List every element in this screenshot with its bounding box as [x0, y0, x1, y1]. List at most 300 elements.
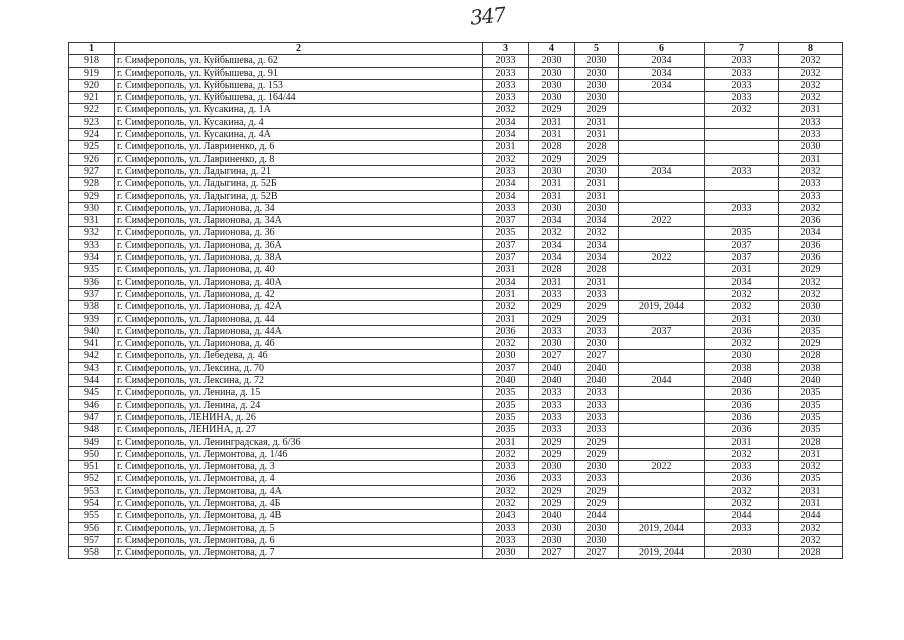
- year-col-7-cell: 2031: [705, 436, 779, 448]
- year-col-5-cell: 2029: [575, 448, 619, 460]
- table-row: [69, 264, 843, 276]
- table-row: [69, 510, 843, 522]
- table-row: [69, 387, 843, 399]
- address-cell: г. Симферополь, ул. Лермонтова, д. 6: [115, 534, 483, 546]
- year-col-5-cell: 2033: [575, 399, 619, 411]
- year-col-5-cell: 2030: [575, 522, 619, 534]
- year-col-4-cell: 2031: [529, 190, 575, 202]
- year-col-5-cell: 2030: [575, 534, 619, 546]
- year-col-5-cell: 2033: [575, 473, 619, 485]
- year-col-6-cell: [619, 534, 705, 546]
- year-col-8-cell: 2033: [779, 129, 843, 141]
- year-col-3-cell: 2035: [483, 411, 529, 423]
- col-header-7: 7: [705, 43, 779, 55]
- year-col-3-cell: 2033: [483, 55, 529, 67]
- year-col-6-cell: [619, 104, 705, 116]
- row-number-cell: 922: [69, 104, 115, 116]
- year-col-5-cell: 2033: [575, 424, 619, 436]
- col-header-1: 1: [69, 43, 115, 55]
- table-row: [69, 338, 843, 350]
- col-header-2: 2: [115, 43, 483, 55]
- year-col-4-cell: 2033: [529, 473, 575, 485]
- year-col-4-cell: 2030: [529, 522, 575, 534]
- row-number-cell: 953: [69, 485, 115, 497]
- year-col-8-cell: 2031: [779, 497, 843, 509]
- year-col-6-cell: 2019, 2044: [619, 301, 705, 313]
- year-col-8-cell: 2030: [779, 313, 843, 325]
- row-number-cell: 919: [69, 67, 115, 79]
- address-cell: г. Симферополь, ул. Лермонтова, д. 4А: [115, 485, 483, 497]
- table-row: [69, 473, 843, 485]
- address-cell: г. Симферополь, ул. Ладыгина, д. 21: [115, 165, 483, 177]
- year-col-7-cell: 2036: [705, 387, 779, 399]
- year-col-4-cell: 2030: [529, 92, 575, 104]
- year-col-5-cell: 2029: [575, 485, 619, 497]
- address-cell: г. Симферополь, ул. Ладыгина, д. 52Б: [115, 178, 483, 190]
- table-row: [69, 178, 843, 190]
- year-col-3-cell: 2032: [483, 497, 529, 509]
- address-cell: г. Симферополь, ул. Куйбышева, д. 62: [115, 55, 483, 67]
- year-col-3-cell: 2030: [483, 547, 529, 559]
- row-number-cell: 945: [69, 387, 115, 399]
- year-col-4-cell: 2030: [529, 55, 575, 67]
- year-col-5-cell: 2030: [575, 338, 619, 350]
- year-col-7-cell: 2032: [705, 485, 779, 497]
- year-col-6-cell: [619, 473, 705, 485]
- year-col-8-cell: 2035: [779, 424, 843, 436]
- year-col-6-cell: [619, 202, 705, 214]
- year-col-6-cell: 2044: [619, 375, 705, 387]
- table-row: [69, 239, 843, 251]
- year-col-8-cell: 2032: [779, 92, 843, 104]
- year-col-7-cell: 2036: [705, 325, 779, 337]
- row-number-cell: 927: [69, 165, 115, 177]
- year-col-6-cell: [619, 399, 705, 411]
- address-cell: г. Симферополь, ул. Кусакина, д. 4А: [115, 129, 483, 141]
- year-col-3-cell: 2033: [483, 461, 529, 473]
- year-col-5-cell: 2031: [575, 116, 619, 128]
- table-row: [69, 288, 843, 300]
- row-number-cell: 930: [69, 202, 115, 214]
- year-col-3-cell: 2035: [483, 424, 529, 436]
- year-col-4-cell: 2030: [529, 67, 575, 79]
- year-col-8-cell: 2032: [779, 165, 843, 177]
- table-row: [69, 497, 843, 509]
- year-col-4-cell: 2034: [529, 239, 575, 251]
- year-col-5-cell: 2030: [575, 92, 619, 104]
- year-col-8-cell: 2036: [779, 252, 843, 264]
- year-col-6-cell: [619, 239, 705, 251]
- row-number-cell: 950: [69, 448, 115, 460]
- year-col-3-cell: 2032: [483, 104, 529, 116]
- year-col-7-cell: 2033: [705, 202, 779, 214]
- year-col-3-cell: 2031: [483, 264, 529, 276]
- year-col-7-cell: 2030: [705, 547, 779, 559]
- year-col-5-cell: 2030: [575, 67, 619, 79]
- year-col-4-cell: 2033: [529, 387, 575, 399]
- year-col-3-cell: 2032: [483, 338, 529, 350]
- row-number-cell: 924: [69, 129, 115, 141]
- address-cell: г. Симферополь, ул. Ленина, д. 15: [115, 387, 483, 399]
- year-col-4-cell: 2030: [529, 165, 575, 177]
- year-col-5-cell: 2031: [575, 276, 619, 288]
- table-row: [69, 104, 843, 116]
- year-col-3-cell: 2034: [483, 129, 529, 141]
- year-col-5-cell: 2030: [575, 79, 619, 91]
- year-col-7-cell: 2032: [705, 497, 779, 509]
- year-col-6-cell: [619, 141, 705, 153]
- year-col-3-cell: 2035: [483, 387, 529, 399]
- row-number-cell: 954: [69, 497, 115, 509]
- year-col-7-cell: 2036: [705, 411, 779, 423]
- year-col-8-cell: 2032: [779, 276, 843, 288]
- table-row: [69, 485, 843, 497]
- year-col-6-cell: [619, 190, 705, 202]
- year-col-7-cell: 2030: [705, 350, 779, 362]
- year-col-3-cell: 2032: [483, 448, 529, 460]
- year-col-7-cell: 2033: [705, 92, 779, 104]
- year-col-6-cell: [619, 497, 705, 509]
- address-cell: г. Симферополь, ул. Лермонтова, д. 5: [115, 522, 483, 534]
- row-number-cell: 958: [69, 547, 115, 559]
- address-cell: г. Симферополь, ул. Ларионова, д. 40А: [115, 276, 483, 288]
- year-col-3-cell: 2033: [483, 79, 529, 91]
- register-table: [68, 42, 843, 559]
- year-col-4-cell: 2029: [529, 436, 575, 448]
- year-col-4-cell: 2029: [529, 485, 575, 497]
- row-number-cell: 955: [69, 510, 115, 522]
- year-col-5-cell: 2031: [575, 190, 619, 202]
- row-number-cell: 957: [69, 534, 115, 546]
- year-col-3-cell: 2034: [483, 116, 529, 128]
- row-number-cell: 941: [69, 338, 115, 350]
- year-col-7-cell: 2044: [705, 510, 779, 522]
- table-row: [69, 276, 843, 288]
- year-col-7-cell: [705, 116, 779, 128]
- year-col-7-cell: 2036: [705, 473, 779, 485]
- row-number-cell: 935: [69, 264, 115, 276]
- year-col-7-cell: 2031: [705, 264, 779, 276]
- address-cell: г. Симферополь, ул. Ларионова, д. 42: [115, 288, 483, 300]
- col-header-3: 3: [483, 43, 529, 55]
- year-col-5-cell: 2029: [575, 313, 619, 325]
- year-col-4-cell: 2040: [529, 362, 575, 374]
- year-col-8-cell: 2028: [779, 350, 843, 362]
- row-number-cell: 944: [69, 375, 115, 387]
- year-col-3-cell: 2033: [483, 534, 529, 546]
- year-col-4-cell: 2031: [529, 276, 575, 288]
- year-col-8-cell: 2034: [779, 227, 843, 239]
- row-number-cell: 931: [69, 215, 115, 227]
- year-col-5-cell: 2032: [575, 227, 619, 239]
- year-col-5-cell: 2033: [575, 325, 619, 337]
- row-number-cell: 933: [69, 239, 115, 251]
- row-number-cell: 925: [69, 141, 115, 153]
- year-col-6-cell: [619, 153, 705, 165]
- year-col-3-cell: 2034: [483, 276, 529, 288]
- year-col-6-cell: 2034: [619, 55, 705, 67]
- year-col-8-cell: 2032: [779, 67, 843, 79]
- year-col-3-cell: 2031: [483, 313, 529, 325]
- row-number-cell: 936: [69, 276, 115, 288]
- row-number-cell: 942: [69, 350, 115, 362]
- year-col-7-cell: 2033: [705, 165, 779, 177]
- year-col-3-cell: 2037: [483, 252, 529, 264]
- table-row: [69, 227, 843, 239]
- year-col-3-cell: 2032: [483, 153, 529, 165]
- year-col-4-cell: 2030: [529, 461, 575, 473]
- year-col-6-cell: [619, 436, 705, 448]
- year-col-5-cell: 2028: [575, 264, 619, 276]
- table-row: [69, 252, 843, 264]
- row-number-cell: 947: [69, 411, 115, 423]
- year-col-5-cell: 2030: [575, 202, 619, 214]
- address-cell: г. Симферополь, ул. Лермонтова, д. 1/46: [115, 448, 483, 460]
- year-col-7-cell: 2037: [705, 252, 779, 264]
- page-number-handwritten: 347: [468, 2, 507, 30]
- table-row: [69, 411, 843, 423]
- col-header-6: 6: [619, 43, 705, 55]
- year-col-8-cell: 2028: [779, 547, 843, 559]
- year-col-6-cell: [619, 313, 705, 325]
- year-col-4-cell: 2034: [529, 215, 575, 227]
- row-number-cell: 920: [69, 79, 115, 91]
- table-row: [69, 301, 843, 313]
- table-row: [69, 547, 843, 559]
- year-col-8-cell: 2035: [779, 387, 843, 399]
- table-row: [69, 362, 843, 374]
- year-col-8-cell: 2029: [779, 338, 843, 350]
- year-col-4-cell: 2031: [529, 116, 575, 128]
- year-col-5-cell: 2029: [575, 497, 619, 509]
- year-col-7-cell: [705, 178, 779, 190]
- year-col-4-cell: 2027: [529, 350, 575, 362]
- year-col-4-cell: 2033: [529, 424, 575, 436]
- year-col-7-cell: 2036: [705, 424, 779, 436]
- table-row: [69, 153, 843, 165]
- year-col-6-cell: [619, 264, 705, 276]
- year-col-5-cell: 2029: [575, 104, 619, 116]
- year-col-4-cell: 2029: [529, 153, 575, 165]
- year-col-4-cell: 2028: [529, 264, 575, 276]
- year-col-3-cell: 2033: [483, 165, 529, 177]
- year-col-5-cell: 2027: [575, 547, 619, 559]
- table-row: [69, 129, 843, 141]
- year-col-8-cell: 2036: [779, 239, 843, 251]
- address-cell: г. Симферополь, ул. Ларионова, д. 44А: [115, 325, 483, 337]
- year-col-4-cell: 2030: [529, 338, 575, 350]
- address-cell: г. Симферополь, ЛЕНИНА, д. 27: [115, 424, 483, 436]
- row-number-cell: 929: [69, 190, 115, 202]
- year-col-6-cell: 2019, 2044: [619, 547, 705, 559]
- address-cell: г. Симферополь, ул. Ларионова, д. 40: [115, 264, 483, 276]
- year-col-4-cell: 2027: [529, 547, 575, 559]
- year-col-5-cell: 2028: [575, 141, 619, 153]
- year-col-5-cell: 2033: [575, 387, 619, 399]
- year-col-4-cell: 2030: [529, 202, 575, 214]
- year-col-3-cell: 2035: [483, 227, 529, 239]
- row-number-cell: 923: [69, 116, 115, 128]
- row-number-cell: 921: [69, 92, 115, 104]
- year-col-7-cell: 2032: [705, 288, 779, 300]
- table-row: [69, 202, 843, 214]
- year-col-8-cell: 2035: [779, 473, 843, 485]
- year-col-4-cell: 2033: [529, 325, 575, 337]
- year-col-3-cell: 2030: [483, 350, 529, 362]
- year-col-6-cell: [619, 129, 705, 141]
- year-col-7-cell: 2033: [705, 522, 779, 534]
- year-col-3-cell: 2031: [483, 288, 529, 300]
- year-col-3-cell: 2037: [483, 362, 529, 374]
- table-row: [69, 522, 843, 534]
- year-col-6-cell: 2022: [619, 461, 705, 473]
- year-col-8-cell: 2030: [779, 301, 843, 313]
- table-row: [69, 436, 843, 448]
- year-col-6-cell: [619, 350, 705, 362]
- row-number-cell: 952: [69, 473, 115, 485]
- year-col-8-cell: 2035: [779, 399, 843, 411]
- table-row: [69, 534, 843, 546]
- table-row: [69, 215, 843, 227]
- address-cell: г. Симферополь, ул. Лавриненко, д. 8: [115, 153, 483, 165]
- year-col-6-cell: [619, 362, 705, 374]
- col-header-4: 4: [529, 43, 575, 55]
- year-col-8-cell: 2028: [779, 436, 843, 448]
- address-cell: г. Симферополь, ул. Лексина, д. 70: [115, 362, 483, 374]
- header-row: [69, 43, 843, 55]
- year-col-5-cell: 2027: [575, 350, 619, 362]
- year-col-3-cell: 2033: [483, 92, 529, 104]
- table-row: [69, 375, 843, 387]
- year-col-5-cell: 2029: [575, 153, 619, 165]
- year-col-4-cell: 2030: [529, 534, 575, 546]
- year-col-3-cell: 2043: [483, 510, 529, 522]
- address-cell: г. Симферополь, ул. Лавриненко, д. 6: [115, 141, 483, 153]
- year-col-4-cell: 2029: [529, 104, 575, 116]
- year-col-7-cell: 2034: [705, 276, 779, 288]
- address-cell: г. Симферополь, ул. Кусакина, д. 4: [115, 116, 483, 128]
- year-col-6-cell: 2019, 2044: [619, 522, 705, 534]
- year-col-6-cell: [619, 276, 705, 288]
- address-cell: г. Симферополь, ул. Лермонтова, д. 4Б: [115, 497, 483, 509]
- year-col-4-cell: 2029: [529, 497, 575, 509]
- year-col-5-cell: 2031: [575, 129, 619, 141]
- year-col-3-cell: 2031: [483, 436, 529, 448]
- year-col-3-cell: 2033: [483, 202, 529, 214]
- address-cell: г. Симферополь, ул. Ленина, д. 24: [115, 399, 483, 411]
- year-col-6-cell: 2022: [619, 215, 705, 227]
- address-cell: г. Симферополь, ул. Лебедева, д. 46: [115, 350, 483, 362]
- year-col-7-cell: 2038: [705, 362, 779, 374]
- year-col-8-cell: 2031: [779, 485, 843, 497]
- year-col-7-cell: 2031: [705, 313, 779, 325]
- row-number-cell: 956: [69, 522, 115, 534]
- row-number-cell: 943: [69, 362, 115, 374]
- table-row: [69, 141, 843, 153]
- year-col-5-cell: 2029: [575, 436, 619, 448]
- address-cell: г. Симферополь, ул. Лермонтова, д. 3: [115, 461, 483, 473]
- year-col-3-cell: 2036: [483, 473, 529, 485]
- table-row: [69, 424, 843, 436]
- year-col-3-cell: 2034: [483, 178, 529, 190]
- year-col-8-cell: 2038: [779, 362, 843, 374]
- year-col-8-cell: 2031: [779, 153, 843, 165]
- row-number-cell: 939: [69, 313, 115, 325]
- year-col-8-cell: 2032: [779, 79, 843, 91]
- year-col-5-cell: 2040: [575, 375, 619, 387]
- address-cell: г. Симферополь, ул. Ларионова, д. 36А: [115, 239, 483, 251]
- address-cell: г. Симферополь, ул. Лермонтова, д. 4В: [115, 510, 483, 522]
- year-col-7-cell: [705, 534, 779, 546]
- year-col-5-cell: 2029: [575, 301, 619, 313]
- year-col-6-cell: [619, 288, 705, 300]
- year-col-8-cell: 2035: [779, 325, 843, 337]
- year-col-4-cell: 2030: [529, 79, 575, 91]
- year-col-3-cell: 2032: [483, 301, 529, 313]
- year-col-6-cell: [619, 411, 705, 423]
- address-cell: г. Симферополь, ул. Куйбышева, д. 164/44: [115, 92, 483, 104]
- year-col-7-cell: [705, 153, 779, 165]
- year-col-6-cell: [619, 227, 705, 239]
- year-col-8-cell: 2032: [779, 202, 843, 214]
- year-col-3-cell: 2037: [483, 239, 529, 251]
- year-col-4-cell: 2031: [529, 129, 575, 141]
- year-col-8-cell: 2033: [779, 178, 843, 190]
- year-col-7-cell: 2033: [705, 461, 779, 473]
- year-col-5-cell: 2040: [575, 362, 619, 374]
- year-col-7-cell: 2040: [705, 375, 779, 387]
- year-col-4-cell: 2029: [529, 301, 575, 313]
- year-col-7-cell: 2033: [705, 55, 779, 67]
- year-col-8-cell: 2040: [779, 375, 843, 387]
- address-cell: г. Симферополь, ул. Ларионова, д. 34: [115, 202, 483, 214]
- year-col-3-cell: 2032: [483, 485, 529, 497]
- year-col-7-cell: 2033: [705, 79, 779, 91]
- address-cell: г. Симферополь, ул. Ленинградская, д. 6/36: [115, 436, 483, 448]
- year-col-6-cell: [619, 338, 705, 350]
- year-col-5-cell: 2034: [575, 239, 619, 251]
- year-col-6-cell: [619, 485, 705, 497]
- year-col-4-cell: 2040: [529, 375, 575, 387]
- table-row: [69, 448, 843, 460]
- address-cell: г. Симферополь, ул. Ларионова, д. 42А: [115, 301, 483, 313]
- year-col-6-cell: 2037: [619, 325, 705, 337]
- year-col-8-cell: 2032: [779, 461, 843, 473]
- row-number-cell: 928: [69, 178, 115, 190]
- table-row: [69, 399, 843, 411]
- year-col-7-cell: 2032: [705, 448, 779, 460]
- year-col-8-cell: 2032: [779, 288, 843, 300]
- year-col-5-cell: 2044: [575, 510, 619, 522]
- year-col-5-cell: 2030: [575, 165, 619, 177]
- address-cell: г. Симферополь, ул. Ладыгина, д. 52В: [115, 190, 483, 202]
- year-col-7-cell: [705, 215, 779, 227]
- address-cell: г. Симферополь, ул. Ларионова, д. 46: [115, 338, 483, 350]
- table-row: [69, 165, 843, 177]
- row-number-cell: 918: [69, 55, 115, 67]
- year-col-8-cell: 2032: [779, 55, 843, 67]
- year-col-7-cell: [705, 129, 779, 141]
- year-col-3-cell: 2033: [483, 522, 529, 534]
- year-col-4-cell: 2033: [529, 411, 575, 423]
- table-row: [69, 190, 843, 202]
- address-cell: г. Симферополь, ул. Ларионова, д. 44: [115, 313, 483, 325]
- col-header-5: 5: [575, 43, 619, 55]
- year-col-3-cell: 2034: [483, 190, 529, 202]
- row-number-cell: 949: [69, 436, 115, 448]
- year-col-5-cell: 2031: [575, 178, 619, 190]
- year-col-4-cell: 2040: [529, 510, 575, 522]
